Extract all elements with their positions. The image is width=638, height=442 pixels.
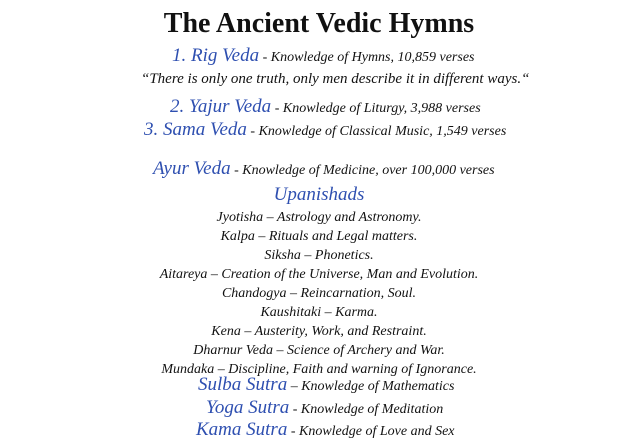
upanishad-item: Kena – Austerity, Work, and Restraint.	[211, 324, 427, 339]
upanishads-heading: Upanishads	[273, 184, 365, 205]
kama-sutra-desc: - Knowledge of Love and Sex	[287, 424, 455, 439]
yoga-sutra-desc: - Knowledge of Meditation	[289, 402, 444, 417]
rig-veda-desc: - Knowledge of Hymns, 10,859 verses	[259, 50, 475, 65]
sama-veda-name: 3. Sama Veda	[144, 119, 247, 140]
veda-quote: “There is only one truth, only men describe it in different ways.“	[141, 71, 530, 87]
upanishad-item: Kaushitaki – Karma.	[260, 305, 378, 320]
yoga-sutra-name: Yoga Sutra	[206, 397, 290, 418]
sulba-sutra-name: Sulba Sutra	[198, 374, 288, 395]
ayur-veda-name: Ayur Veda	[153, 158, 231, 179]
upanishad-item: Jyotisha – Astrology and Astronomy.	[216, 210, 422, 225]
sulba-sutra-line	[198, 374, 454, 396]
yajur-veda-line	[170, 96, 481, 118]
kama-sutra-name: Kama Sutra	[196, 419, 288, 440]
upanishad-item: Aitareya – Creation of the Universe, Man and Evolution.	[159, 267, 479, 282]
upanishad-item: Chandogya – Reincarnation, Soul.	[221, 286, 417, 301]
yajur-veda-desc: - Knowledge of Liturgy, 3,988 verses	[271, 101, 481, 116]
rig-veda-line	[172, 45, 475, 67]
yajur-veda-name: 2. Yajur Veda	[170, 96, 272, 117]
rig-veda-name: 1. Rig Veda	[172, 45, 260, 66]
slide-title: The Ancient Vedic Hymns	[163, 8, 475, 39]
upanishad-item: Siksha – Phonetics.	[264, 248, 374, 263]
ayur-veda-desc: - Knowledge of Medicine, over 100,000 verses	[230, 163, 495, 178]
upanishad-item: Kalpa – Rituals and Legal matters.	[220, 229, 418, 244]
upanishad-item: Dharnur Veda – Science of Archery and War.	[193, 343, 445, 358]
sama-veda-desc: - Knowledge of Classical Music, 1,549 verses	[246, 124, 507, 139]
yoga-sutra-line	[206, 397, 443, 419]
upanishad-item: Mundaka – Discipline, Faith and warning of Ignorance.	[161, 362, 477, 377]
kama-sutra-line	[196, 419, 455, 441]
sulba-sutra-desc: – Knowledge of Mathematics	[287, 379, 455, 394]
ayur-veda-line	[153, 158, 495, 180]
sama-veda-line	[144, 119, 506, 141]
